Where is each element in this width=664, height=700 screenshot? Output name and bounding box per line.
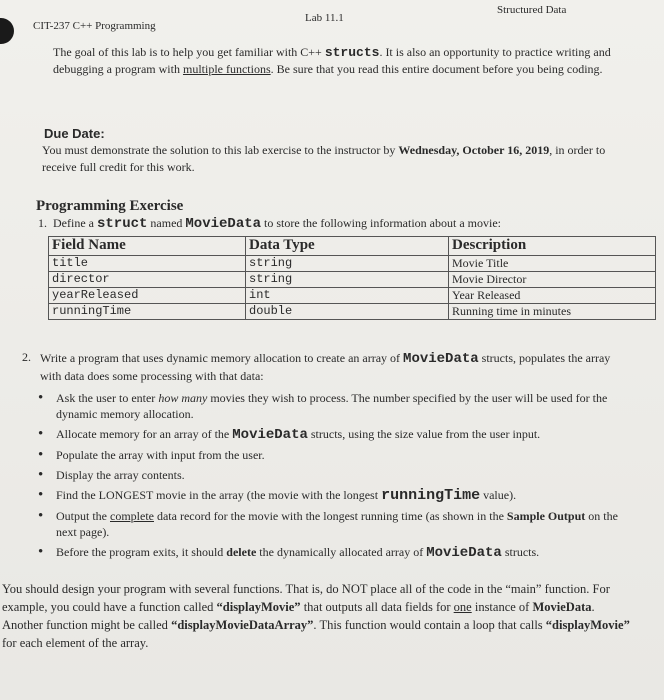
header-data-type: Data Type [246,237,449,256]
item2-number: 2. [22,350,31,364]
list-item: • Ask the user to enter how many movies they wish to process. The number specified by the user will be used for the dynamic memory allocation. [38,390,628,422]
course-title: CIT-237 C++ Programming [33,20,156,32]
moviedata-fields-table [48,236,656,320]
list-item: • Output the complete data record for the movie with the longest running time (as shown in the Sample Output on the next page). [38,508,628,540]
due-date-value: Wednesday, October 16, 2019 [398,143,550,157]
closing-paragraph: You should design your program with several functions. That is, do NOT place all of the code in the “main” function. For example, you could have a function called “displayMovie” that outputs all data fields for one instance of MovieData. Another function might be called “displayMovieDataArray”. This function would contain a loop that calls “displayMovie” for each element of the array. [2,582,630,650]
structs-code: structs [324,45,380,60]
item1-text: 1. Define a struct named MovieData to store the following information about a movie: [38,216,501,232]
list-item: • Display the array contents. [38,467,628,483]
item2-bullet-list [38,390,628,565]
list-item: • Populate the array with input from the user. [38,447,628,463]
list-item: • Before the program exits, it should delete the dynamically allocated array of MovieData structs. [38,544,628,561]
table-row: runningTime double Running time in minutes [49,304,656,320]
table-row: yearReleased int Year Released [49,288,656,304]
header-field-name: Field Name [49,237,246,256]
programming-exercise-heading: Programming Exercise [36,198,184,214]
list-item: • Allocate memory for an array of the MovieData structs, using the size value from the user input. [38,426,628,443]
table-row: title string Movie Title [49,256,656,272]
table-row: director string Movie Director [49,272,656,288]
due-date-heading: Due Date: [44,126,105,141]
intro-paragraph: The goal of this lab is to help you get familiar with C++ structs. It is also an opportunity to practice writing and debugging a program with multiple functions. Be sure that you read this entire document before you being coding. [53,45,611,76]
multiple-functions-text: multiple functions [182,62,271,76]
table-header-row [49,237,656,256]
lab-topic: Structured Data [497,4,567,16]
header-description: Description [449,237,656,256]
lab-number: Lab 11.1 [305,12,344,24]
hole-punch-mark [0,18,14,44]
item2-text: Write a program that uses dynamic memory allocation to create an array of MovieData structs, populates the array with data does some processing with that data: [40,351,611,383]
due-date-paragraph: You must demonstrate the solution to this lab exercise to the instructor by Wednesday, October 16, 2019, in order to receive full credit for this work. [42,143,606,174]
list-item: • Find the LONGEST movie in the array (the movie with the longest runningTime value). [38,487,628,504]
